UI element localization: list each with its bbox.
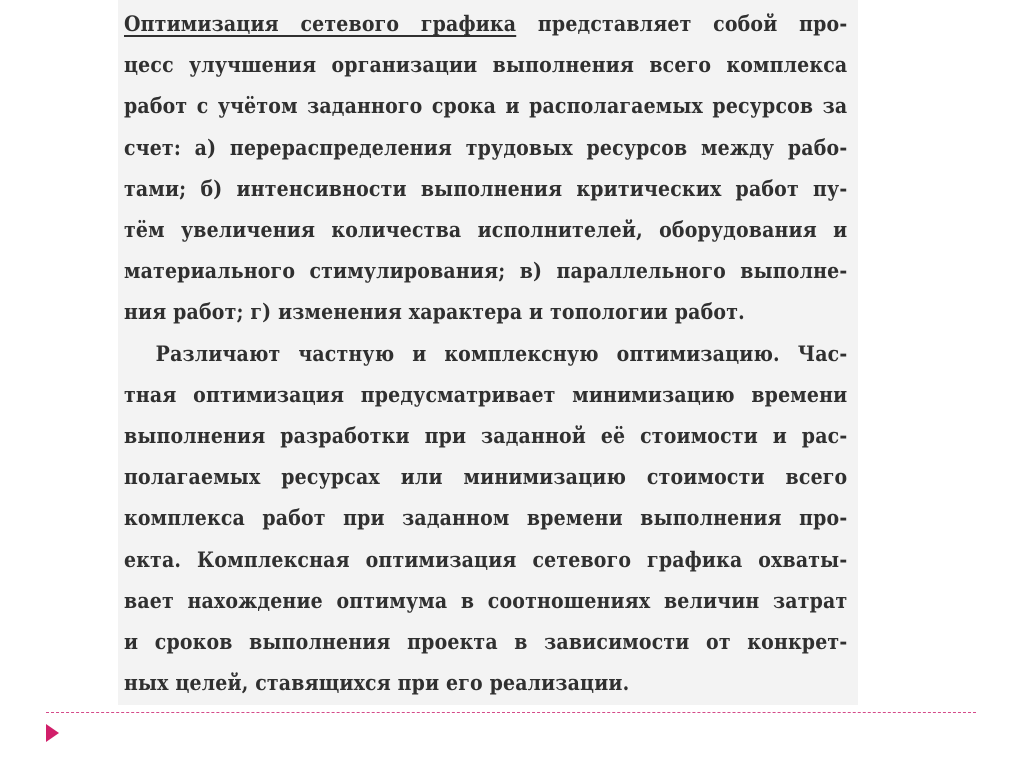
paragraph-2-line-8: и сроков выполнения проекта в зависимости от конкрет- — [124, 630, 848, 656]
paragraph-2-line-7: вает нахождение оптимума в соотношениях величин затрат — [124, 588, 848, 614]
paragraph-1-line-3: работ с учётом заданного срока и располагаемых ресурсов за — [124, 94, 848, 120]
paragraph-1-line-2: цесс улучшения организации выполнения всего комплекса — [124, 53, 848, 79]
paragraph-2-line-2: тная оптимизация предусматривает минимизацию времени — [124, 382, 848, 408]
paragraph-2-line-5: комплекса работ при заданном времени выполнения про- — [124, 506, 848, 532]
paragraph-2-line-6: екта. Комплексная оптимизация сетевого графика охваты- — [124, 547, 848, 573]
paragraph-1-line-7: материального стимулирования; в) параллельного выполне- — [124, 259, 848, 285]
paragraph-1-line-8: ния работ; г) изменения характера и топологии работ. — [124, 300, 745, 326]
paragraph-2-line-1: Различают частную и комплексную оптимизацию. Час- — [155, 341, 848, 367]
paragraph-1-line-6: тём увеличения количества исполнителей, оборудования и — [124, 218, 848, 244]
paragraph-2-line-9: ных целей, ставящихся при его реализации. — [124, 671, 630, 697]
paragraph-1-line-4: счет: а) перераспределения трудовых ресурсов между рабо- — [124, 135, 848, 161]
paragraph-2-line-3: выполнения разработки при заданной её стоимости и рас- — [124, 424, 848, 450]
triangle-right-icon — [46, 724, 59, 742]
slide-divider — [46, 712, 976, 713]
defined-term: Оптимизация сетевого графика — [124, 12, 517, 37]
document-text — [124, 4, 848, 704]
paragraph-1-line-1 — [124, 4, 847, 45]
paragraph-1-line-5: тами; б) интенсивности выполнения критических работ пу- — [124, 176, 848, 202]
paragraph-2-line-4: полагаемых ресурсах или минимизацию стоимости всего — [124, 465, 848, 491]
paragraph-1-line-1-rest: представляет собой про- — [516, 12, 848, 37]
